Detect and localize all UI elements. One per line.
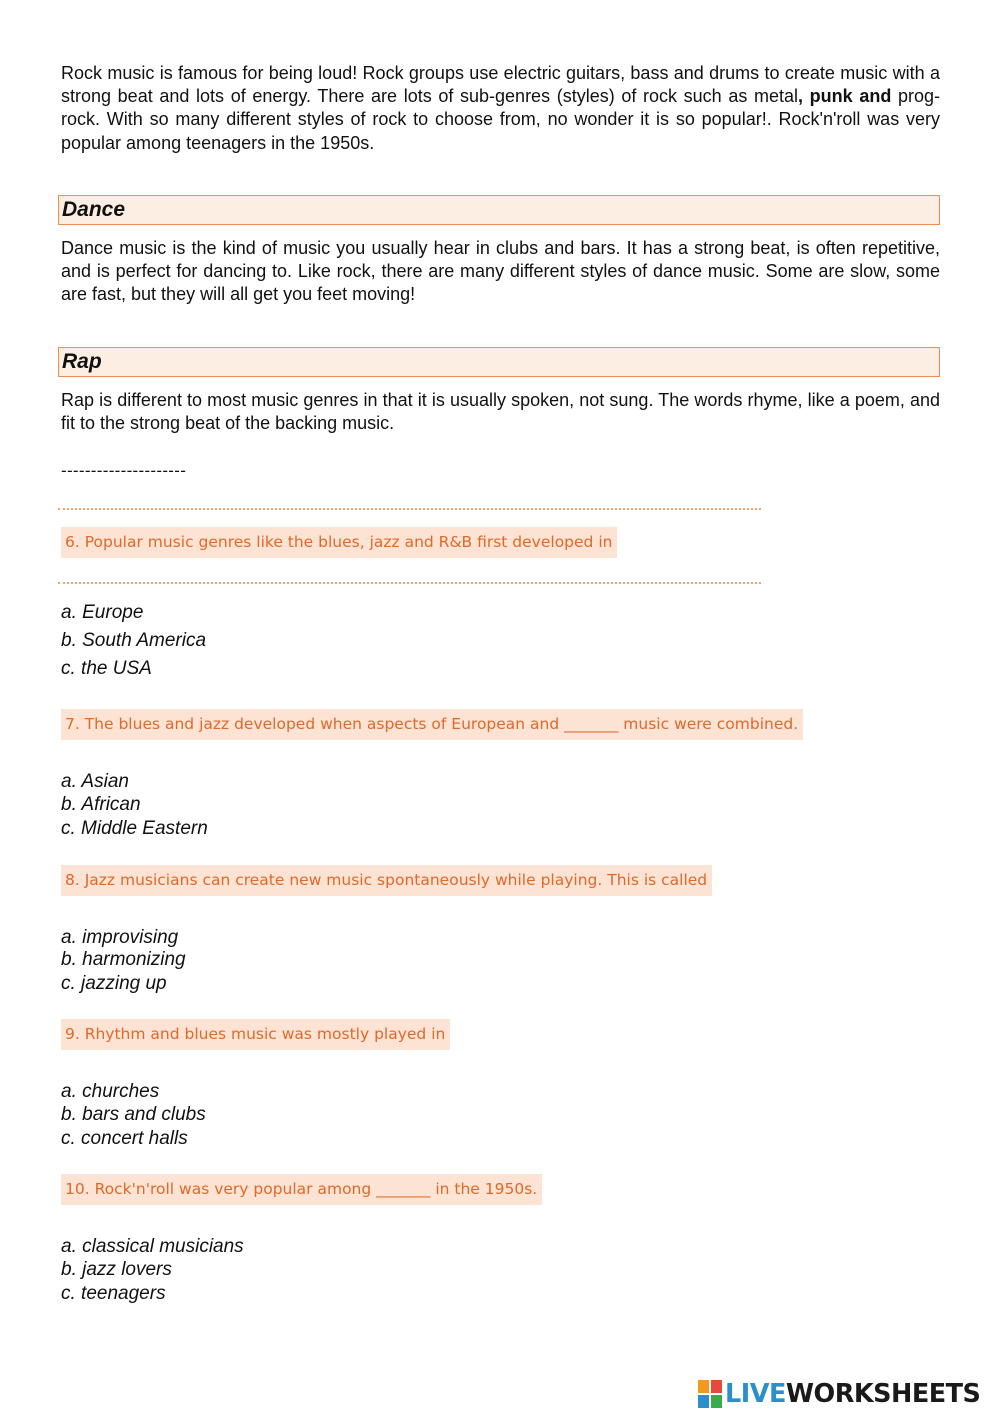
liveworksheets-logo [698, 1377, 994, 1411]
q10-option-a[interactable]: a. classical musicians [61, 1236, 244, 1257]
q9-option-b[interactable]: b. bars and clubs [61, 1104, 206, 1125]
q7-option-b[interactable]: b. African [61, 794, 141, 815]
q8-option-a[interactable]: a. improvising [61, 927, 179, 948]
q7-option-a[interactable]: a. Asian [61, 771, 129, 792]
q6-option-c[interactable]: c. the USA [61, 658, 152, 679]
liveworksheets-logo-icon [698, 1380, 722, 1408]
question-10: 10. Rock'n'roll was very popular among _______ in the 1950s. [61, 1174, 542, 1205]
question-7: 7. The blues and jazz developed when aspects of European and _______ music were combined. [61, 709, 803, 740]
question-8: 8. Jazz musicians can create new music spontaneously while playing. This is called [61, 865, 712, 896]
q7-option-c[interactable]: c. Middle Eastern [61, 818, 208, 839]
dotted-divider-top [58, 508, 761, 510]
q6-option-a[interactable]: a. Europe [61, 602, 144, 623]
separator-dashes: --------------------- [61, 461, 187, 480]
logo-wordmark: LIVEWORKSHEETS [725, 1379, 981, 1409]
question-9: 9. Rhythm and blues music was mostly played in [61, 1019, 450, 1050]
q10-option-c[interactable]: c. teenagers [61, 1283, 166, 1304]
dance-paragraph: Dance music is the kind of music you usually hear in clubs and bars. It has a strong beat, is often repetitive, and is perfect for dancing to. Like rock, there are many different styles of dance music. Some are slow, some are fast, but they will all get you feet moving! [61, 238, 940, 305]
rap-paragraph: Rap is different to most music genres in that it is usually spoken, not sung. The words rhyme, like a poem, and fit to the strong beat of the backing music. [61, 390, 940, 434]
question-6: 6. Popular music genres like the blues, jazz and R&B first developed in [61, 527, 617, 558]
q9-option-c[interactable]: c. concert halls [61, 1128, 188, 1149]
q6-option-b[interactable]: b. South America [61, 630, 207, 651]
rap-heading: Rap [58, 347, 940, 377]
q8-option-c[interactable]: c. jazzing up [61, 973, 167, 994]
dance-heading: Dance [58, 195, 940, 225]
q9-option-a[interactable]: a. churches [61, 1081, 160, 1102]
q8-option-b[interactable]: b. harmonizing [61, 949, 186, 970]
q10-option-b[interactable]: b. jazz lovers [61, 1259, 172, 1280]
dotted-divider-bottom [58, 582, 761, 584]
rock-paragraph: Rock music is famous for being loud! Rock groups use electric guitars, bass and drums to create music with a strong beat and lots of energy. There are lots of sub-genres (styles) of rock such as metal, punk and prog-rock. With so many different styles of rock to choose from, no wonder it is so popular!. Rock'n'roll was very popular among teenagers in the 1950s. [61, 63, 940, 153]
